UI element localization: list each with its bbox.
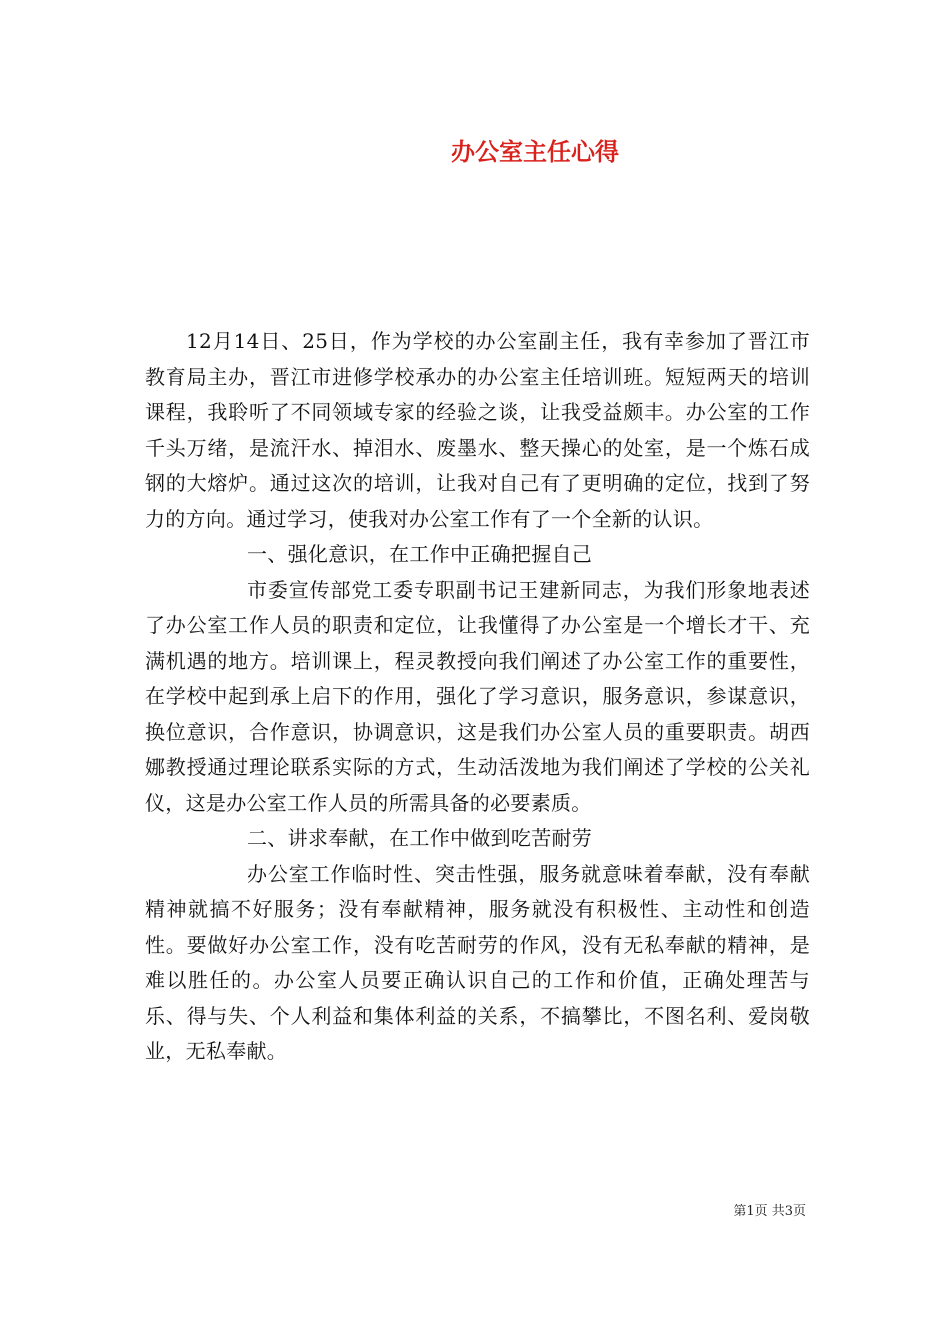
page-title: 办公室主任心得 [451,137,619,166]
section-heading-1: 一、强化意识，在工作中正确把握自己 [247,542,593,566]
paragraph-intro: 12月14日、25日，作为学校的办公室副主任，我有幸参加了晋江市教育局主办，晋江市进修学校承办的办公室主任培训班。短短两天的培训课程，我聆听了不同领域专家的经验之谈，让我受益颇丰。办公室的工作千头万绪，是流汗水、掉泪水、废墨水、整天操心的处室，是一个炼石成钢的大熔炉。通过这次的培训，让我对自己有了更明确的定位，找到了努力的方向。通过学习，使我对办公室工作有了一个全新的认识。 [145,329,810,531]
document-body [145,324,810,1070]
page-number: 第1页 共3页 [733,1204,806,1219]
paragraph-section-1: 市委宣传部党工委专职副书记王建新同志，为我们形象地表述了办公室工作人员的职责和定位，让我懂得了办公室是一个增长才干、充满机遇的地方。培训课上，程灵教授向我们阐述了办公室工作的重要性，在学校中起到承上启下的作用，强化了学习意识，服务意识，参谋意识，换位意识，合作意识，协调意识，这是我们办公室人员的重要职责。胡西娜教授通过理论联系实际的方式，生动活泼地为我们阐述了学校的公关礼仪，这是办公室工作人员的所需具备的必要素质。 [145,577,810,815]
section-heading-2: 二、讲求奉献，在工作中做到吃苦耐劳 [247,826,593,850]
paragraph-section-2: 办公室工作临时性、突击性强，服务就意味着奉献，没有奉献精神就搞不好服务；没有奉献精神，服务就没有积极性、主动性和创造性。要做好办公室工作，没有吃苦耐劳的作风，没有无私奉献的精神，是难以胜任的。办公室人员要正确认识自己的工作和价值，正确处理苦与乐、得与失、个人利益和集体利益的关系，不搞攀比，不图名利、爱岗敬业，无私奉献。 [145,861,810,1063]
